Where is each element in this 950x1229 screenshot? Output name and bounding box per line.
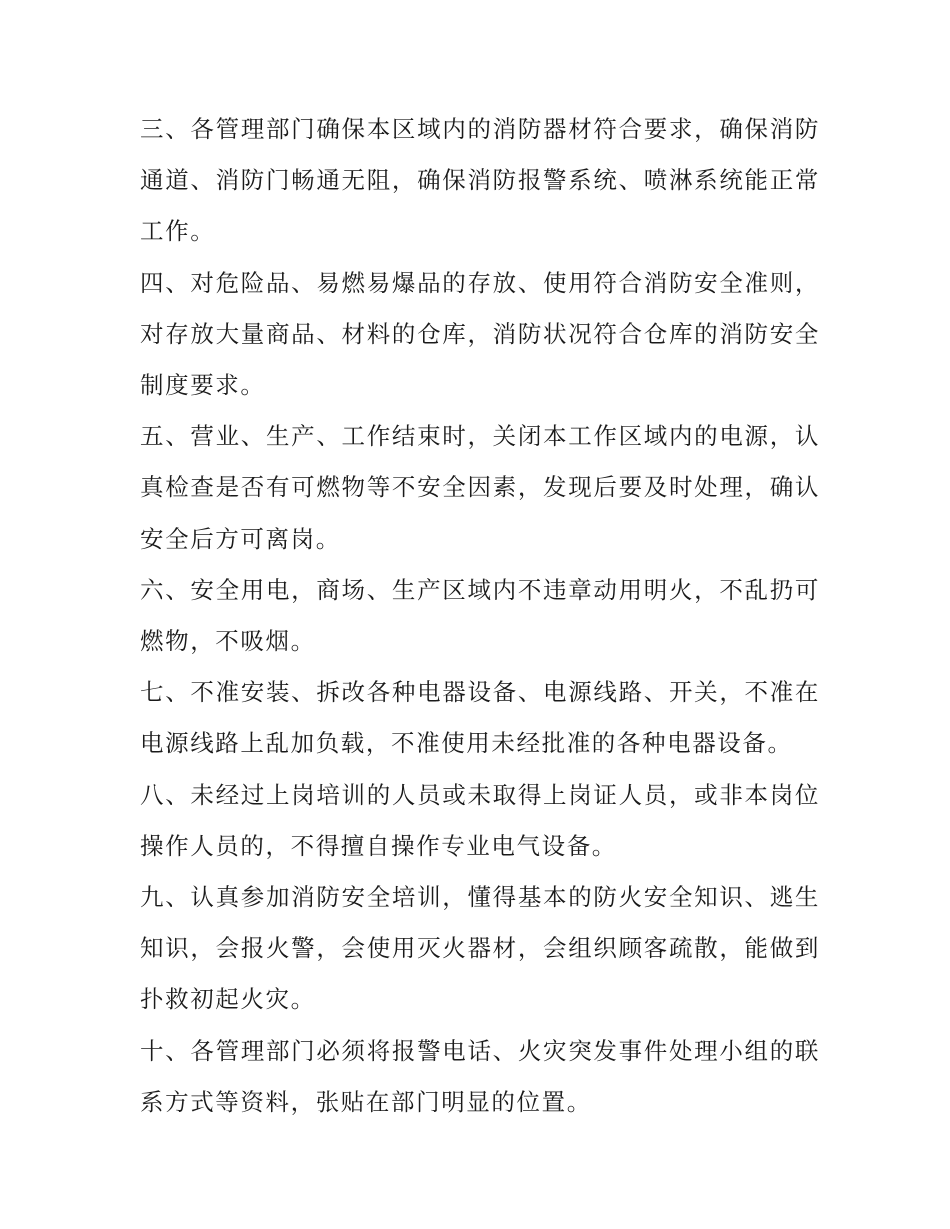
paragraph-item-6: 六、安全用电，商场、生产区域内不违章动用明火，不乱扔可燃物，不吸烟。: [140, 575, 820, 656]
paragraph-item-3: 三、各管理部门确保本区域内的消防器材符合要求，确保消防通道、消防门畅通无阻，确保消防报警系统、喷淋系统能正常工作。: [140, 115, 820, 246]
paragraph-item-9: 九、认真参加消防安全培训，懂得基本的防火安全知识、逃生知识，会报火警，会使用灭火器材，会组织顾客疏散，能做到扑救初起火灾。: [140, 883, 820, 1014]
document-body: [140, 104, 820, 1128]
paragraph-item-8: 八、未经过上岗培训的人员或未取得上岗证人员，或非本岗位操作人员的，不得擅自操作专业电气设备。: [140, 780, 820, 860]
paragraph-item-10: 十、各管理部门必须将报警电话、火灾突发事件处理小组的联系方式等资料，张贴在部门明显的位置。: [140, 1036, 820, 1116]
paragraph-item-5: 五、营业、生产、工作结束时，关闭本工作区域内的电源，认真检查是否有可燃物等不安全因素，发现后要及时处理，确认安全后方可离岗。: [140, 422, 820, 553]
paragraph-item-4: 四、对危险品、易燃易爆品的存放、使用符合消防安全准则，对存放大量商品、材料的仓库，消防状况符合仓库的消防安全制度要求。: [140, 268, 820, 400]
paragraph-item-7: 七、不准安装、拆改各种电器设备、电源线路、开关，不准在电源线路上乱加负载，不准使用未经批准的各种电器设备。: [140, 678, 820, 758]
